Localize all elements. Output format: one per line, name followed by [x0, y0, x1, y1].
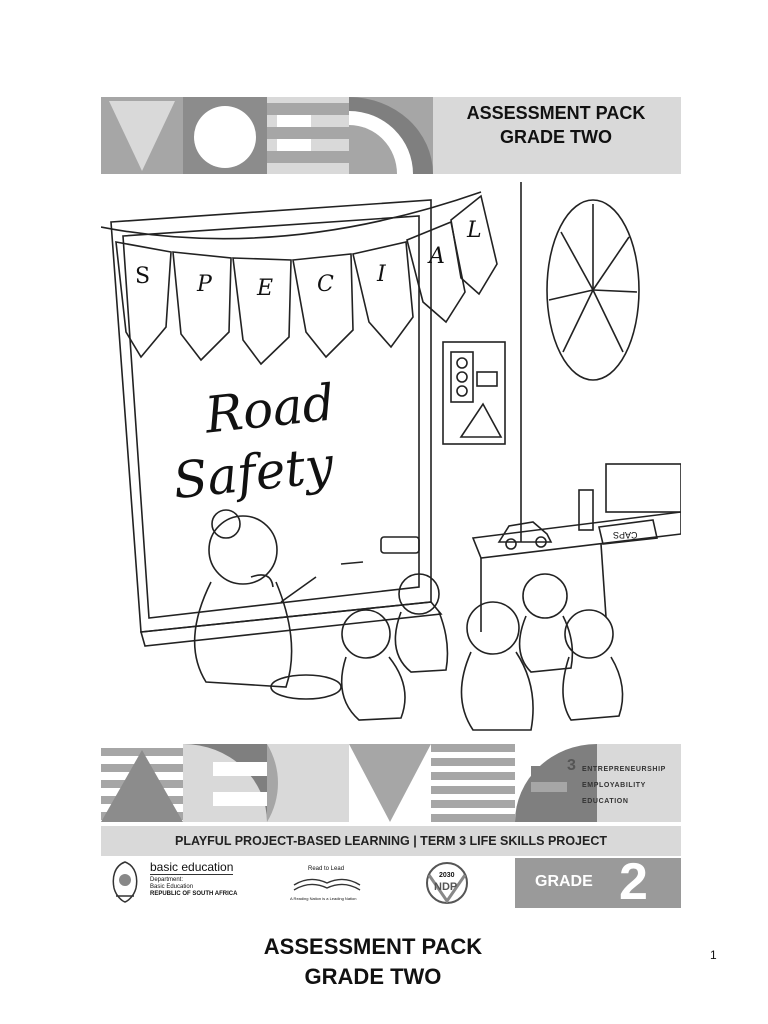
read-to-lead-title: Read to Lead	[308, 866, 345, 872]
grade-box	[515, 853, 681, 911]
board-text-road: Road	[202, 373, 338, 445]
board-text-safety: Safety	[170, 435, 337, 511]
footer-title	[200, 932, 546, 992]
read-to-lead-logo	[290, 866, 370, 906]
ndp-logo	[425, 861, 469, 905]
eee-number: 3	[567, 757, 576, 774]
grade-number: 2	[619, 853, 648, 911]
eee-line-education: EDUCATION	[582, 798, 629, 805]
dbe-brand: basic education	[150, 860, 234, 874]
ndp-year: 2030	[439, 872, 455, 879]
bunting-letter-e: E	[257, 276, 274, 301]
read-to-lead-tagline: A Reading Nation is a Leading Nation	[290, 896, 357, 901]
footer-title-line2: GRADE TWO	[304, 964, 442, 989]
footer-title-line1: ASSESSMENT PACK	[263, 934, 483, 959]
book-label: CAPS	[613, 530, 638, 540]
bunting-letter-p: P	[197, 272, 212, 297]
page-number: 1	[710, 948, 717, 962]
grade-word: GRADE	[535, 873, 593, 890]
top-title-line2: GRADE TWO	[500, 127, 612, 147]
bunting-letter-i: I	[377, 262, 386, 287]
project-strip: PLAYFUL PROJECT-BASED LEARNING | TERM 3 LIFE SKILLS PROJECT	[101, 826, 681, 856]
bunting-letter-a: A	[429, 244, 445, 269]
ndp-label: NDP	[434, 881, 458, 893]
bunting-letter-l: L	[467, 218, 482, 243]
eee-line-employability: EMPLOYABILITY	[582, 782, 646, 789]
bunting-letter-c: C	[317, 272, 334, 297]
book-icon	[292, 872, 362, 894]
eee-line-entrepreneurship: ENTREPRENEURSHIP	[582, 766, 666, 773]
classroom-illustration	[101, 182, 681, 738]
dbe-line3: REPUBLIC OF SOUTH AFRICA	[150, 891, 238, 897]
dbe-logo	[108, 860, 258, 908]
coat-of-arms-icon	[108, 860, 142, 904]
top-title-line1: ASSESSMENT PACK	[466, 103, 646, 123]
bunting-letter-s: S	[135, 264, 151, 289]
pattern-band	[101, 744, 681, 822]
dbe-line2: Basic Education	[150, 884, 194, 890]
top-title	[436, 101, 676, 149]
dbe-line1: Department:	[150, 877, 184, 883]
